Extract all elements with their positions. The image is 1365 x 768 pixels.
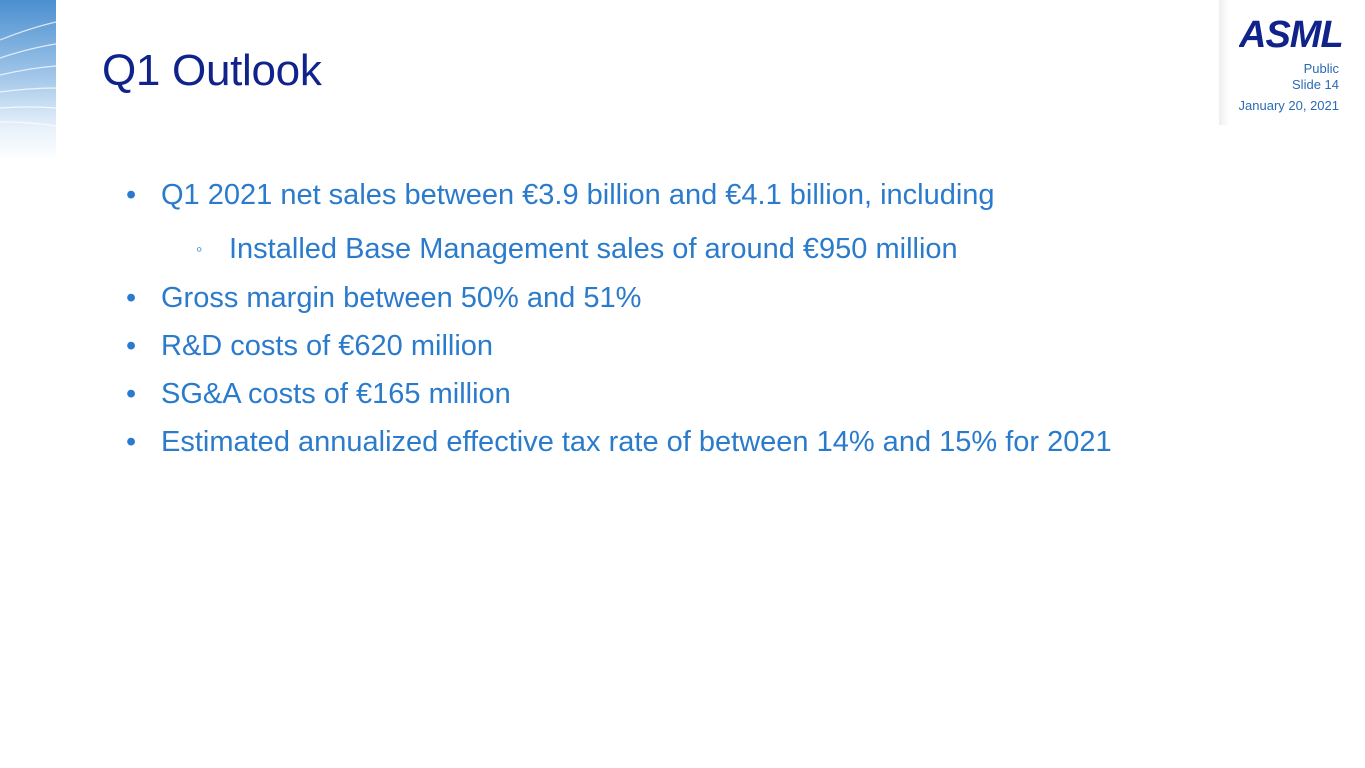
slide-number: Slide 14 [1292,77,1339,92]
sub-bullet-marker: ◦ [196,239,203,259]
slide-date: January 20, 2021 [1238,98,1339,113]
bullet-marker: • [126,330,137,362]
bullet-marker: • [126,282,137,314]
bullet-text: Installed Base Management sales of around €950 million [229,233,958,265]
bullet-rd-costs [126,325,1112,373]
header-corner [1219,0,1365,125]
outlook-bullet-list [126,174,1112,469]
bullet-text: Estimated annualized effective tax rate of between 14% and 15% for 2021 [161,426,1112,458]
bullet-text: SG&A costs of €165 million [161,378,511,410]
bullet-marker: • [126,179,137,211]
classification-label: Public [1303,61,1339,76]
decorative-corner-graphic [0,0,56,160]
bullet-text: R&D costs of €620 million [161,330,494,362]
bullet-text: Q1 2021 net sales between €3.9 billion and €4.1 billion, including [161,179,995,211]
asml-logo [1239,15,1349,51]
slide-meta [1239,61,1339,114]
bullet-marker: • [126,378,137,410]
bullet-sga-costs [126,373,1112,421]
bullet-text: Gross margin between 50% and 51% [161,282,642,314]
bullet-ibm-sales [126,224,1112,277]
bullet-tax-rate [126,421,1112,469]
bullet-gross-margin [126,277,1112,325]
svg-text:ASML: ASML [1239,15,1343,51]
bullet-net-sales [126,174,1112,222]
page-title: Q1 Outlook [102,46,322,95]
bullet-marker: • [126,426,137,458]
